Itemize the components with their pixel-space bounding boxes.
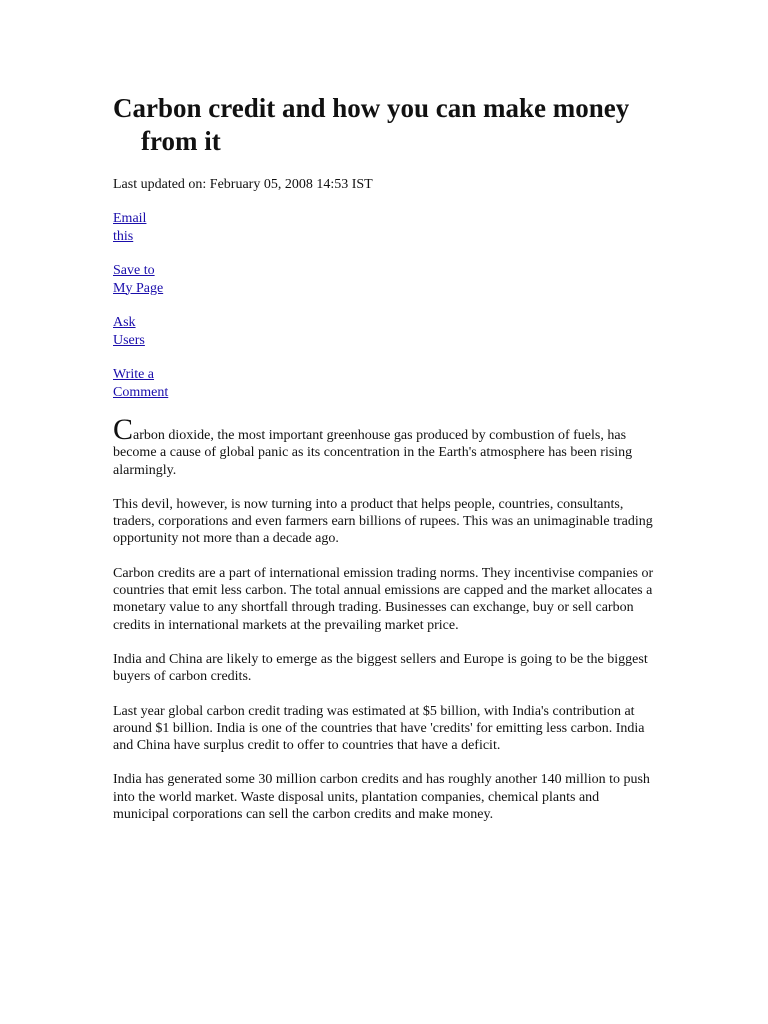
article-container (113, 92, 658, 840)
article-paragraph: Carbon credits are a part of international emission trading norms. They incentivise companies or countries that emit less carbon. The total annual emissions are capped and the market allocates a monetary value to any shortfall through trading. Businesses can exchange, buy or sell carbon credits in international markets at the prevailing market price. (113, 565, 654, 633)
drop-cap: C (113, 413, 134, 446)
email-this-link[interactable] (113, 210, 173, 245)
email-this-link-line2: this (113, 228, 134, 244)
write-a-comment-link[interactable] (113, 366, 173, 401)
save-to-my-page-line1: Save to (113, 263, 155, 278)
save-to-my-page-line2: My Page (113, 280, 164, 296)
article-title: Carbon credit and how you can make money from it (113, 93, 630, 156)
ask-users-line1: Ask (113, 315, 136, 330)
write-a-comment-line2: Comment (113, 384, 169, 400)
first-paragraph-text: arbon dioxide, the most important greenhouse gas produced by combustion of fuels, has become a cause of global panic as its concentration in the Earth's atmosphere has been rising alarmingly. (113, 428, 633, 478)
article-paragraph: Last year global carbon credit trading was estimated at $5 billion, with India's contribution at around $1 billion. India is one of the countries that have 'credits' for emitting less carbon. India and China have surplus credit to offer to countries that have a deficit. (113, 703, 645, 754)
ask-users-link[interactable] (113, 314, 173, 349)
save-to-my-page-link[interactable] (113, 262, 173, 297)
article-body (113, 413, 658, 823)
ask-users-line2: Users (113, 332, 145, 348)
article-actions (113, 210, 658, 401)
article-paragraph: India and China are likely to emerge as the biggest sellers and Europe is going to be the biggest buyers of carbon credits. (113, 651, 648, 685)
article-paragraph: This devil, however, is now turning into a product that helps people, countries, consultants, traders, corporations and even farmers earn billions of rupees. This was an unimaginable trading opportunity not more than a decade ago. (113, 496, 653, 547)
article-paragraph (113, 413, 658, 479)
email-this-link-line1: Email (113, 211, 147, 226)
article-paragraph: India has generated some 30 million carbon credits and has roughly another 140 million to push into the world market. Waste disposal units, plantation companies, chemical plants and municipal corporations can sell the carbon credits and make money. (113, 772, 650, 823)
last-updated-text: Last updated on: February 05, 2008 14:53 IST (113, 177, 373, 192)
write-a-comment-line1: Write a (113, 367, 155, 382)
